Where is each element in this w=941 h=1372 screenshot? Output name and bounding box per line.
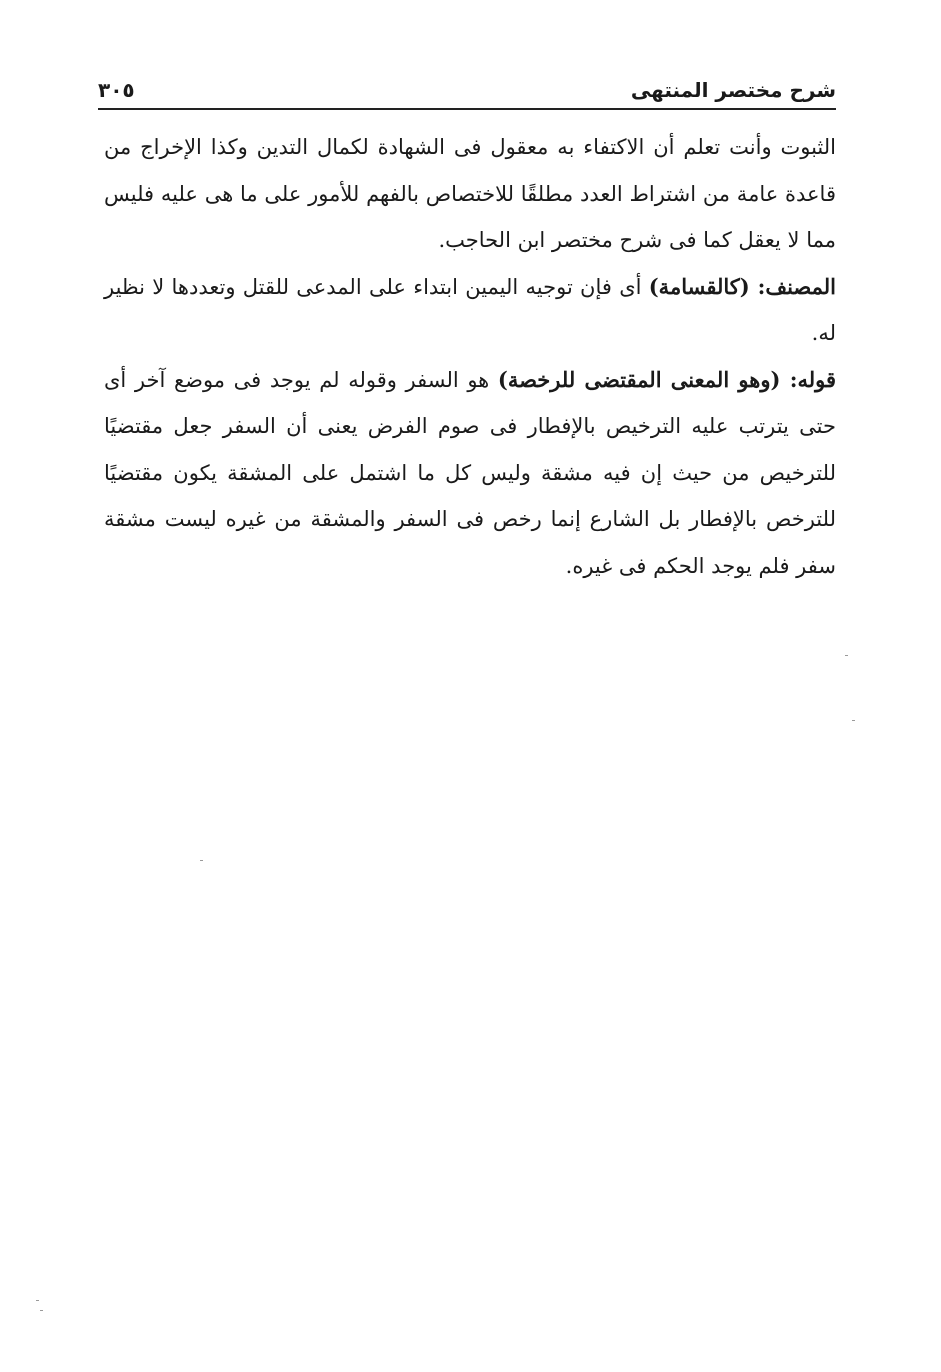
scan-speck	[36, 1300, 39, 1301]
scan-speck	[200, 860, 203, 861]
scan-speck	[845, 655, 848, 656]
paragraph-2-lead: المصنف: (كالقسامة)	[648, 273, 836, 299]
scan-speck	[852, 720, 855, 721]
running-title: شرح مختصر المنتهى	[630, 78, 836, 102]
paragraph-1-text: الثبوت وأنت تعلم أن الاكتفاء به معقول فى الشهادة لكمال التدين وكذا الإخراج من قاعدة عامة من اشتراط العدد مطلقًا للاختصاص بالفهم للأمور على ما هى عليه فليس مما لا يعقل كما فى شرح مختصر ابن الحاجب.	[104, 135, 836, 252]
paragraph-3	[104, 357, 836, 590]
paragraph-3-text: هو السفر وقوله لم يوجد فى موضع آخر أى حتى يترتب عليه الترخيص بالإفطار فى صوم الفرض يعنى أن السفر جعل مقتضيًا للترخيص من حيث إن فيه مشقة وليس كل ما اشتمل على المشقة يكون مقتضيًا للترخص بالإفطار بل الشارع إنما رخص فى السفر والمشقة من غيره ليست مشقة سفر فلم يوجد الحكم فى غيره.	[104, 367, 836, 578]
page-number: ٣٠٥	[98, 78, 135, 102]
body-text	[104, 124, 836, 589]
paragraph-3-lead: قوله: (وهو المعنى المقتضى للرخصة)	[497, 366, 836, 392]
page-header	[98, 72, 836, 110]
paragraph-2	[104, 264, 836, 357]
scan-speck	[40, 1310, 43, 1311]
paragraph-1	[104, 124, 836, 264]
paragraph-2-text: أى فإن توجيه اليمين ابتداء على المدعى للقتل وتعددها لا نظير له.	[104, 274, 836, 345]
